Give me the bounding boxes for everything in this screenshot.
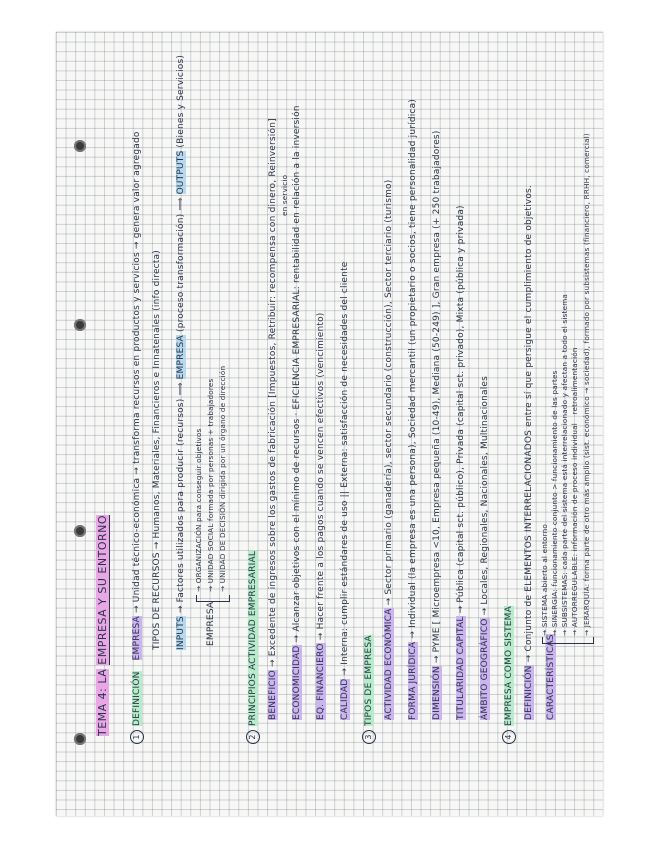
note-line bbox=[408, 99, 418, 720]
term-key: CARACTERÍSTICAS bbox=[546, 634, 556, 720]
brace-bracket bbox=[196, 595, 230, 602]
note-line bbox=[340, 261, 350, 720]
note-line bbox=[384, 180, 394, 720]
note-text: en servicio bbox=[280, 174, 289, 216]
note-text: → JERARQUÍA: forma parte de otro más amplio (sist. económico → sociedad), formado por subsistemas (financiero, RRHH, comercial) bbox=[582, 133, 591, 636]
note-line bbox=[550, 370, 559, 636]
note-line bbox=[194, 428, 203, 592]
note-text: (Bienes y Servicios) bbox=[176, 54, 186, 148]
note-text: → Factores utilizados para producir (recursos) ⟹ bbox=[176, 382, 186, 614]
note-text: → Hacer frente a los pagos cuando se vencen efectivos (vencimiento) bbox=[316, 312, 326, 641]
term-key: EQ. FINANCIERO bbox=[316, 643, 326, 720]
term-key: EMPRESA bbox=[176, 335, 186, 380]
section-title: DEFINICIÓN bbox=[132, 671, 142, 726]
note-text: → Conjunto de ELEMENTOS INTERRELACIONADOS entre sí que persigue el cumplimiento de objetivos. bbox=[524, 185, 534, 663]
note-text: → Interna: cumplir estándares de uso || Externa: satisfacción de necesidades del cliente bbox=[340, 261, 350, 676]
page-title bbox=[96, 515, 109, 736]
note-line bbox=[206, 379, 215, 592]
note-text: → Individual (la empresa es una persona), Sociedad mercantil (un propietario o socios, tiene personalidad jurídica) bbox=[408, 98, 418, 639]
note-text: → AUTORREGULABLE: información de proceso individual bbox=[570, 423, 579, 636]
section-title: TIPOS DE EMPRESA bbox=[364, 635, 374, 726]
section-number: 3 bbox=[362, 730, 376, 744]
note-text: → SISTEMA abierto al entorno bbox=[540, 524, 549, 636]
note-line bbox=[268, 118, 278, 720]
section-heading bbox=[362, 635, 376, 744]
brace-bracket bbox=[542, 637, 594, 644]
term-key: TITULARIDAD CAPITAL bbox=[456, 616, 466, 720]
term-key: CALIDAD bbox=[340, 678, 350, 720]
note-text: → Sector primario (ganadería), sector secundario (construcción), Sector terciario (turismo) bbox=[384, 179, 394, 606]
note-line bbox=[456, 205, 466, 720]
note-text: → Locales, Regionales, Nacionales, Multinacionales bbox=[480, 375, 490, 616]
note-line bbox=[152, 250, 162, 650]
term-key: ÁMBITO GEOGRÁFICO bbox=[480, 618, 490, 720]
note-line bbox=[582, 133, 591, 636]
note-line bbox=[292, 105, 302, 720]
note-line bbox=[546, 634, 556, 720]
note-text: → ORGANIZACIÓN para conseguir objetivos bbox=[194, 428, 203, 592]
term-key: OUTPUTS bbox=[176, 150, 186, 195]
term-key: ACTIVIDAD ECONÓMICA bbox=[384, 608, 394, 720]
note-line bbox=[206, 602, 216, 646]
term-key: BENEFICIO bbox=[268, 670, 278, 720]
section-title: PRINCIPIOS ACTIVIDAD EMPRESARIAL bbox=[248, 550, 258, 726]
note-line bbox=[432, 130, 442, 720]
title-part-1: TEMA 4: LA bbox=[96, 668, 109, 736]
notebook-page bbox=[56, 32, 603, 816]
section-title: EMPRESA COMO SISTEMA bbox=[504, 606, 514, 726]
section-heading bbox=[502, 606, 516, 744]
note-line bbox=[280, 175, 289, 216]
section-number: 2 bbox=[246, 730, 260, 744]
section-number: 4 bbox=[502, 730, 516, 744]
note-line bbox=[524, 185, 534, 720]
note-line bbox=[218, 366, 227, 592]
note-text: (proceso transformación) ⟹ bbox=[176, 197, 186, 333]
rotated-notes bbox=[56, 32, 603, 816]
term-key: ECONOMICIDAD bbox=[292, 645, 302, 720]
note-text: → UNIDAD DE DECISIÓN dirigida por un órgano de dirección bbox=[218, 365, 227, 592]
section-heading bbox=[246, 551, 260, 744]
note-text: → Excedente de ingresos sobre los gastos de fabricación [Impuestos, Retribuir: recompensa con dinero, Reinversión] bbox=[268, 118, 278, 667]
note-line bbox=[176, 55, 186, 650]
term-key: EMPRESA bbox=[206, 601, 216, 646]
note-line bbox=[560, 294, 569, 636]
note-text: retroalimentación bbox=[570, 347, 579, 415]
note-line bbox=[540, 524, 549, 636]
note-text: → PYME [ Microempresa <10, Empresa pequeña (10-49), Mediana (50-249) ], Gran empresa (+ 250 trabajadores) bbox=[432, 130, 442, 664]
section-number: 1 bbox=[130, 730, 144, 744]
term-key: EMPRESA bbox=[132, 616, 142, 661]
note-text: TIPOS DE RECURSOS → Humanos, Materiales, Financieros e Innatenales (info directa) bbox=[152, 250, 162, 650]
term-key: INPUTS bbox=[176, 616, 186, 650]
term-key: FORMA JURÍDICA bbox=[408, 641, 418, 720]
term-key: DEFINICIÓN bbox=[524, 665, 534, 720]
note-text: → SUBSISTEMAS: cada parte del sistema está interrelacionado y afectan a todo el sistema bbox=[560, 294, 569, 636]
title-part-2: EMPRESA Y SU ENTORNO bbox=[96, 514, 109, 665]
note-text: → Unidad técnico-económica → transforma recursos en productos y servicios → genera valor agregado bbox=[132, 131, 142, 614]
section-heading bbox=[130, 131, 144, 744]
note-line bbox=[570, 347, 579, 636]
note-text: → Alcanzar objetivos con el mínimo de recursos · EFICIENCIA EMPRESARIAL: rentabilidad en relación a la inversión bbox=[292, 105, 302, 643]
note-text: → Pública (capital sct. público), Privada (capital sct. privado), Mixta (pública y privada) bbox=[456, 205, 466, 614]
term-key: DIMENSIÓN bbox=[432, 666, 442, 720]
note-line bbox=[316, 312, 326, 720]
note-text: → UNIDAD SOCIAL formada por personas + trabajadores bbox=[206, 378, 215, 592]
note-line bbox=[480, 376, 490, 720]
note-text: → SINERGIA: funcionamiento conjunto > funcionamiento de las partes bbox=[550, 370, 559, 636]
